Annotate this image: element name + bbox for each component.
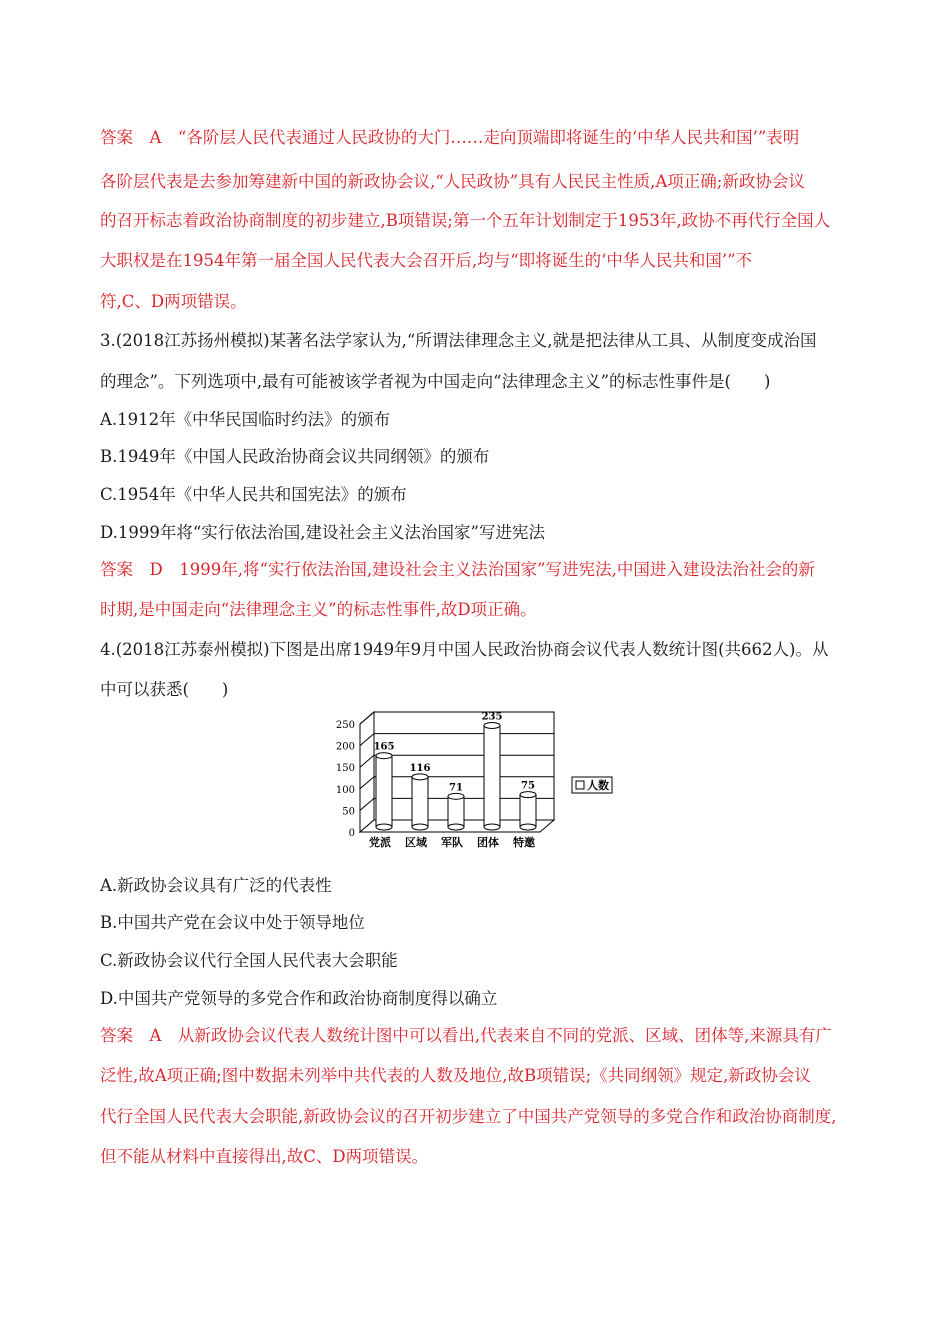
q3-option-a: A.1912年《中华民国临时约法》的颁布 xyxy=(100,410,391,429)
bar-top xyxy=(484,722,500,728)
delegate-count-chart xyxy=(325,705,625,853)
data-label: 71 xyxy=(449,782,463,794)
q4-option-a: A.新政协会议具有广泛的代表性 xyxy=(100,876,332,895)
q4-option-b: B.中国共产党在会议中处于领导地位 xyxy=(100,913,365,932)
q4-answer-line-1: 答案 A 从新政协会议代表人数统计图中可以看出,代表来自不同的党派、区域、团体等,来源具有广 xyxy=(100,1026,832,1045)
bar-base xyxy=(520,824,536,830)
q4-option-d: D.中国共产党领导的多党合作和政治协商制度得以确立 xyxy=(100,989,498,1008)
bar-top xyxy=(376,753,392,759)
bar-top xyxy=(448,793,464,799)
data-label: 235 xyxy=(481,711,503,723)
q4-answer-line-2: 泛性,故A项正确;图中数据未列举中共代表的人数及地位,故B项错误;《共同纲领》规定,新政协会议 xyxy=(100,1066,811,1085)
bar xyxy=(520,795,536,827)
x-tick-label: 区域 xyxy=(405,836,427,849)
bar xyxy=(376,756,392,827)
bar-base xyxy=(448,824,464,830)
y-tick-label: 50 xyxy=(342,806,355,818)
q3-option-d: D.1999年将“实行依法治国,建设社会主义法治国家”写进宪法 xyxy=(100,523,545,542)
q4-answer-line-3: 代行全国人民代表大会职能,新政协会议的召开初步建立了中国共产党领导的多党合作和政治协商制度, xyxy=(100,1107,837,1126)
y-tick-label: 200 xyxy=(335,741,355,753)
q2-answer-line-1: 答案 A “各阶层人民代表通过人民政协的大门……走向顶端即将诞生的‘中华人民共和国’”表明 xyxy=(100,128,800,147)
bar xyxy=(448,796,464,827)
y-tick-label: 150 xyxy=(335,763,355,775)
q3-answer-line-1: 答案 D 1999年,将“实行依法治国,建设社会主义法治国家”写进宪法,中国进入建设法治社会的新 xyxy=(100,560,815,579)
q2-answer-line-4: 大职权是在1954年第一届全国人民代表大会召开后,均与“即将诞生的‘中华人民共和国’”不 xyxy=(100,251,753,270)
q2-answer-line-3: 的召开标志着政治协商制度的初步建立,B项错误;第一个五年计划制定于1953年,政协不再代行全国人 xyxy=(100,211,831,230)
y-tick-label: 100 xyxy=(335,784,355,796)
bar-top xyxy=(412,774,428,780)
q3-stem-line-1: 3.(2018江苏扬州模拟)某著名法学家认为,“所谓法律理念主义,就是把法律从工具、从制度变成治国 xyxy=(100,331,817,350)
bar xyxy=(484,725,500,827)
q2-answer-line-2: 各阶层代表是去参加筹建新中国的新政协会议,“人民政协”具有人民民主性质,A项正确;新政协会议 xyxy=(100,172,805,191)
q4-answer-line-4: 但不能从材料中直接得出,故C、D两项错误。 xyxy=(100,1147,429,1166)
bar-base xyxy=(484,824,500,830)
y-tick-label: 0 xyxy=(348,828,355,839)
q3-stem-line-2: 的理念”。下列选项中,最有可能被该学者视为中国走向“法律理念主义”的标志性事件是( ) xyxy=(100,372,771,391)
x-tick-label: 团体 xyxy=(477,836,499,849)
q4-stem-line-2: 中可以获悉( ) xyxy=(100,680,229,699)
q3-option-b: B.1949年《中国人民政治协商会议共同纲领》的颁布 xyxy=(100,447,490,466)
data-label: 75 xyxy=(521,780,535,792)
bar-top xyxy=(520,792,536,798)
bar-chart-svg xyxy=(325,705,625,853)
bar-base xyxy=(376,824,392,830)
q2-answer-line-5: 符,C、D两项错误。 xyxy=(100,292,247,311)
data-label: 116 xyxy=(409,762,431,774)
bar xyxy=(412,777,428,827)
x-tick-label: 军队 xyxy=(441,836,463,849)
q3-answer-line-2: 时期,是中国走向“法律理念主义”的标志性事件,故D项正确。 xyxy=(100,600,537,619)
x-tick-label: 特邀 xyxy=(513,836,535,849)
chart-side-wall xyxy=(360,712,374,832)
q4-option-c: C.新政协会议代行全国人民代表大会职能 xyxy=(100,951,398,970)
legend-swatch xyxy=(576,781,584,789)
y-tick-label: 250 xyxy=(335,720,355,731)
q3-option-c: C.1954年《中华人民共和国宪法》的颁布 xyxy=(100,485,407,504)
bar-base xyxy=(412,824,428,830)
legend-label: 人数 xyxy=(587,779,609,792)
data-label: 165 xyxy=(373,741,395,753)
q4-stem-line-1: 4.(2018江苏泰州模拟)下图是出席1949年9月中国人民政治协商会议代表人数统计图(共662人)。从 xyxy=(100,640,829,659)
x-tick-label: 党派 xyxy=(369,836,391,849)
